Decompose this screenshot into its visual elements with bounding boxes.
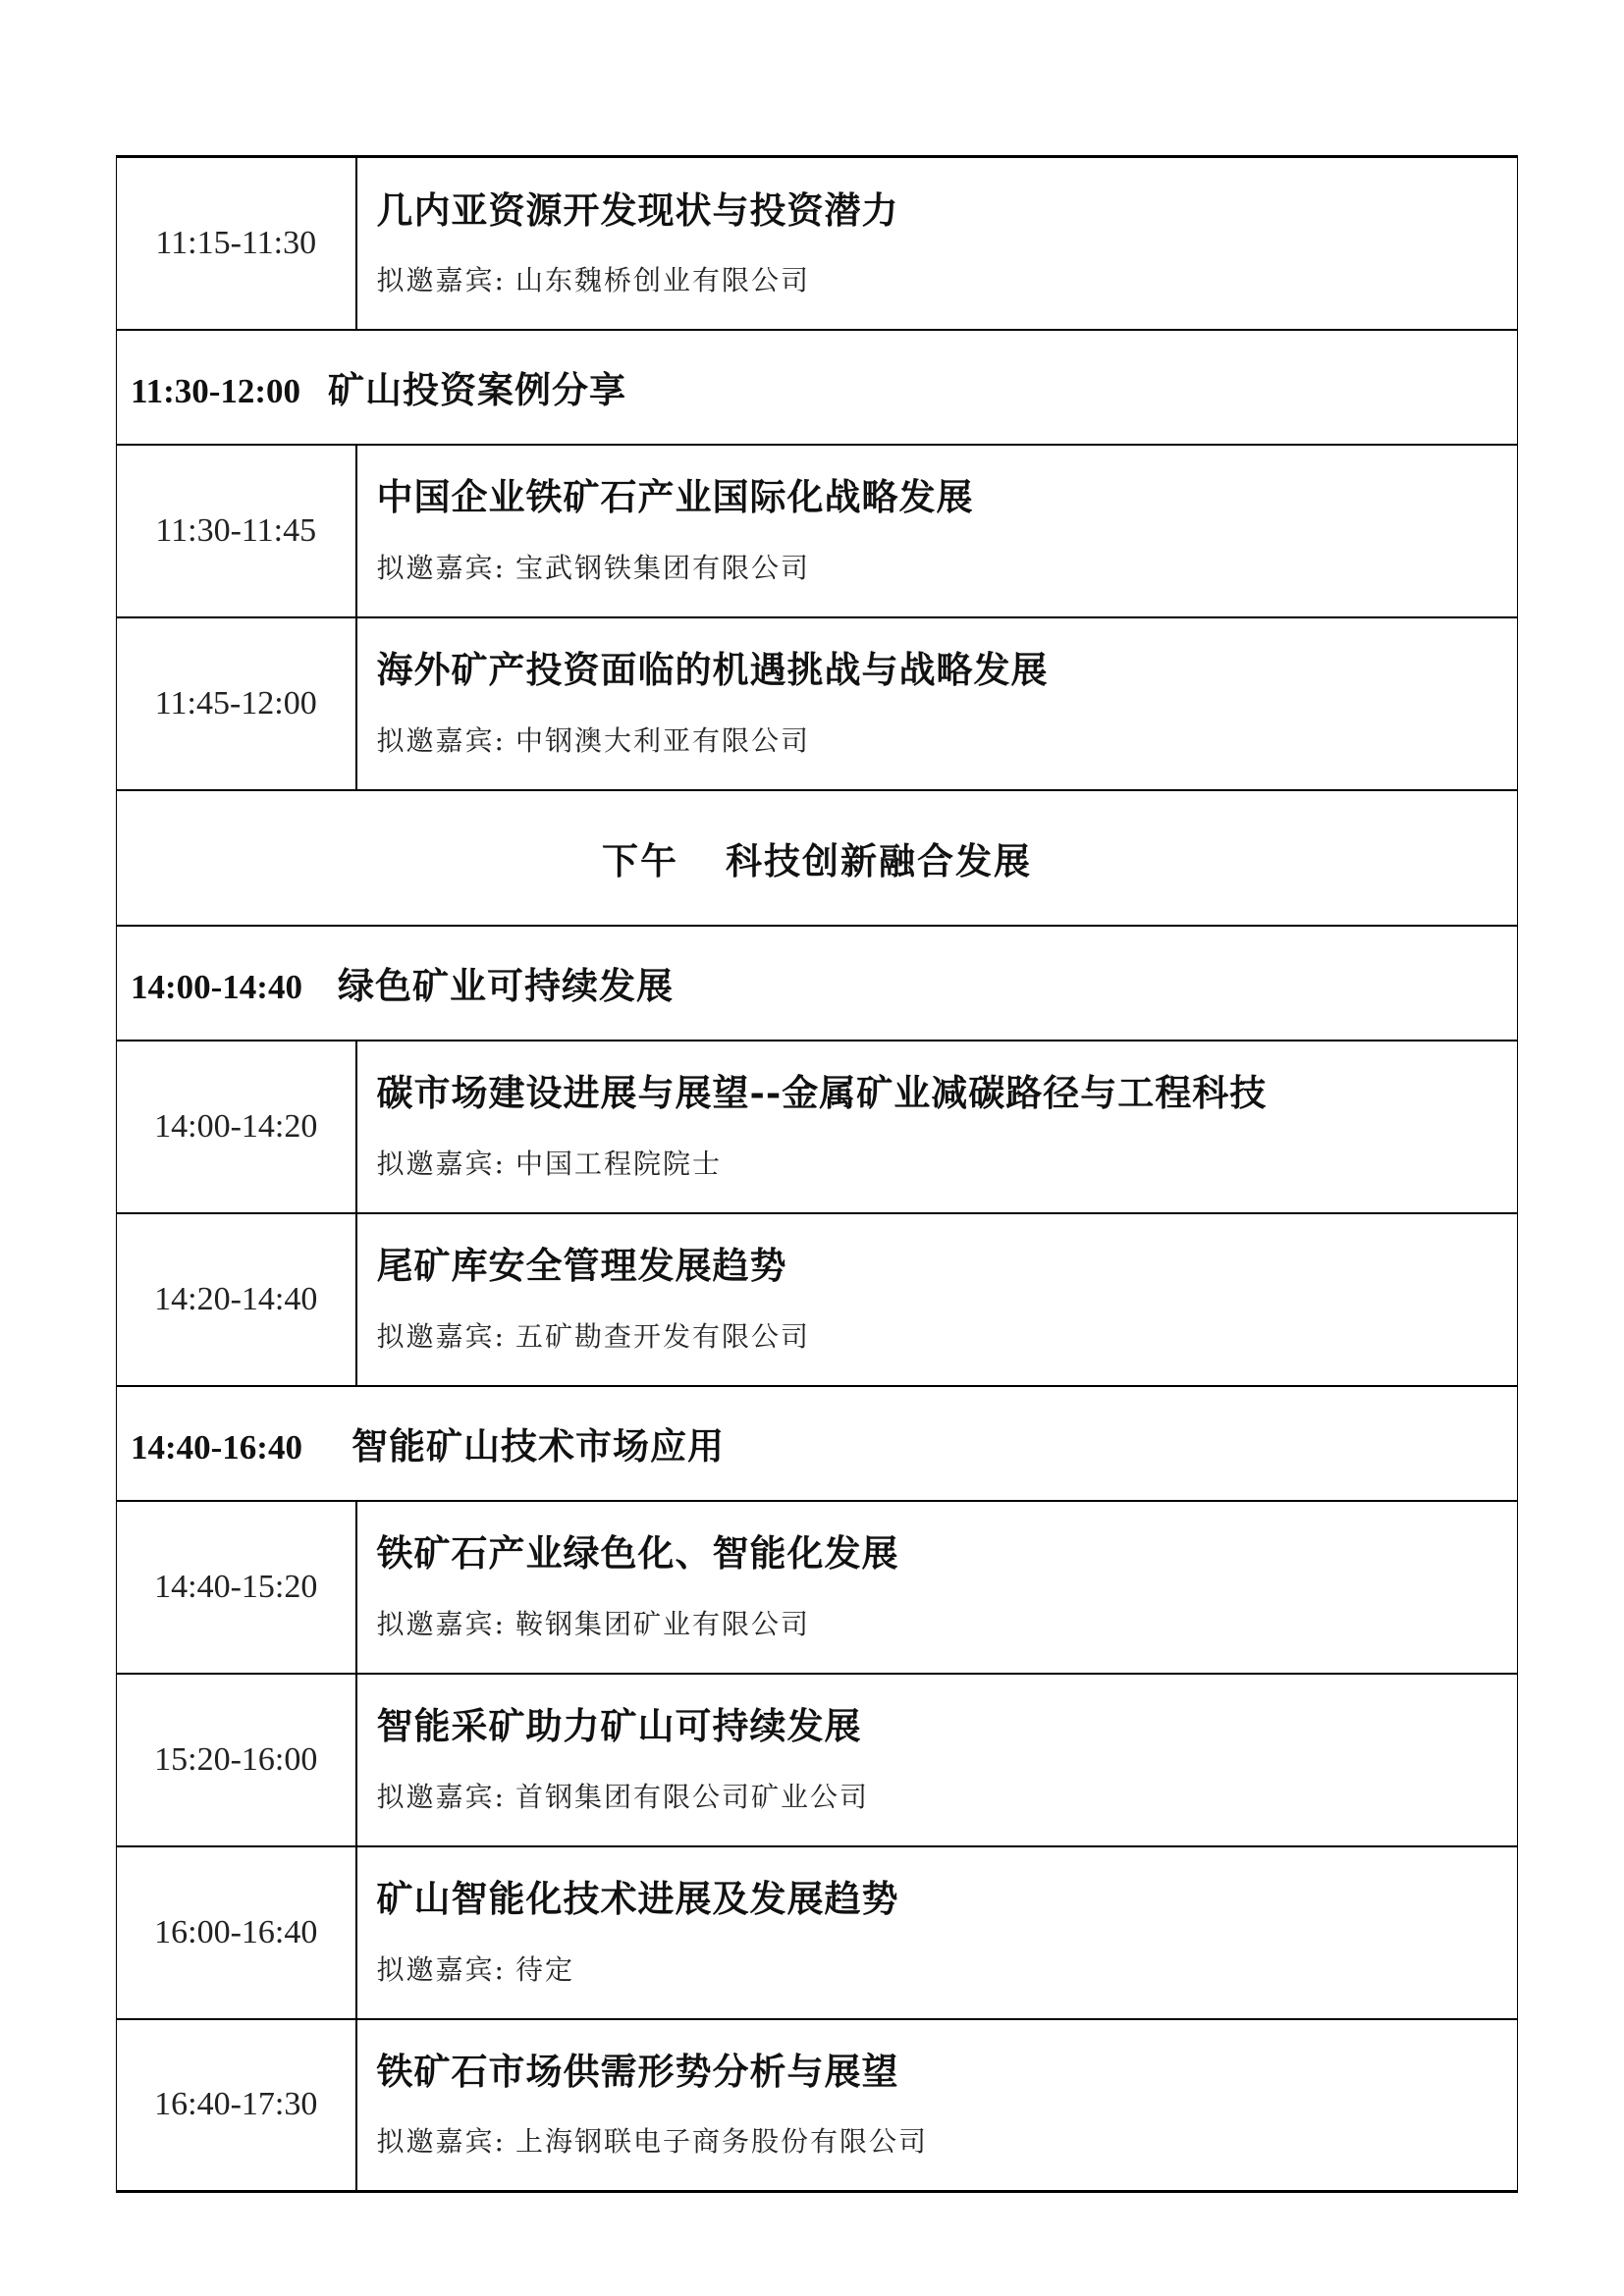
half-day-cell <box>117 790 1518 926</box>
talk-title: 中国企业铁矿石产业国际化战略发展 <box>376 475 974 519</box>
section-title: 矿山投资案例分享 <box>328 368 627 411</box>
talk-guest <box>377 1315 1518 1355</box>
talk-row <box>117 1501 1518 1674</box>
talk-row <box>117 445 1518 617</box>
guest-name: 首钢集团有限公司矿业公司 <box>514 1780 869 1813</box>
talk-guest <box>377 720 1518 759</box>
guest-name: 鞍钢集团矿业有限公司 <box>514 1607 810 1640</box>
guest-label: 拟邀嘉宾: <box>376 723 506 757</box>
guest-label: 拟邀嘉宾: <box>376 1952 506 1986</box>
talk-cell <box>356 2019 1518 2192</box>
talk-time: 11:45-12:00 <box>117 617 356 790</box>
talk-time: 14:00-14:20 <box>117 1041 356 1213</box>
talk-title: 铁矿石市场供需形势分析与展望 <box>376 2050 899 2094</box>
guest-label: 拟邀嘉宾: <box>376 1147 506 1180</box>
talk-title: 海外矿产投资面临的机遇挑战与战略发展 <box>376 648 1049 692</box>
section-row <box>117 926 1518 1041</box>
guest-label: 拟邀嘉宾: <box>376 2125 506 2159</box>
talk-time: 11:15-11:30 <box>117 157 356 330</box>
talk-title: 智能采矿助力矿山可持续发展 <box>376 1704 862 1748</box>
talk-cell <box>356 445 1518 617</box>
section-title: 绿色矿业可持续发展 <box>337 964 674 1007</box>
talk-row <box>117 157 1518 330</box>
talk-time: 16:00-16:40 <box>117 1846 356 2019</box>
guest-name: 待定 <box>514 1952 574 1986</box>
half-day-title: 科技创新融合发展 <box>726 838 1032 882</box>
talk-cell <box>356 617 1518 790</box>
agenda-table <box>116 155 1518 2193</box>
guest-label: 拟邀嘉宾: <box>376 1607 506 1640</box>
talk-guest <box>377 1603 1518 1642</box>
guest-name: 中钢澳大利亚有限公司 <box>514 723 810 757</box>
guest-name: 上海钢联电子商务股份有限公司 <box>514 2125 928 2159</box>
talk-row <box>117 1674 1518 1846</box>
guest-label: 拟邀嘉宾: <box>376 1780 506 1813</box>
talk-title: 碳市场建设进展与展望--金属矿业减碳路径与工程科技 <box>376 1071 1268 1115</box>
talk-row <box>117 1846 1518 2019</box>
talk-cell <box>356 1213 1518 1386</box>
guest-name: 五矿勘查开发有限公司 <box>514 1319 810 1353</box>
talk-title: 矿山智能化技术进展及发展趋势 <box>376 1877 899 1921</box>
section-cell <box>117 926 1518 1041</box>
talk-row <box>117 2019 1518 2192</box>
section-cell <box>117 330 1518 445</box>
talk-time: 14:20-14:40 <box>117 1213 356 1386</box>
guest-name: 中国工程院院士 <box>514 1147 722 1180</box>
talk-time: 16:40-17:30 <box>117 2019 356 2192</box>
guest-name: 山东魏桥创业有限公司 <box>514 263 810 296</box>
half-day-row <box>117 790 1518 926</box>
section-row <box>117 1386 1518 1501</box>
section-title: 智能矿山技术市场应用 <box>351 1424 725 1468</box>
section-row <box>117 330 1518 445</box>
section-time: 14:00-14:40 <box>131 968 302 1006</box>
talk-cell <box>356 1846 1518 2019</box>
talk-title: 铁矿石产业绿色化、智能化发展 <box>376 1531 899 1575</box>
talk-time: 11:30-11:45 <box>117 445 356 617</box>
talk-time: 14:40-15:20 <box>117 1501 356 1674</box>
talk-guest <box>377 2120 1518 2160</box>
talk-guest <box>377 1143 1518 1182</box>
guest-label: 拟邀嘉宾: <box>376 263 506 296</box>
talk-title: 几内亚资源开发现状与投资潜力 <box>376 187 899 232</box>
talk-guest <box>377 1776 1518 1815</box>
talk-cell <box>356 1041 1518 1213</box>
guest-name: 宝武钢铁集团有限公司 <box>514 551 810 584</box>
section-time: 14:40-16:40 <box>131 1428 302 1467</box>
talk-row <box>117 1041 1518 1213</box>
talk-guest <box>377 547 1518 586</box>
section-time: 11:30-12:00 <box>131 372 301 410</box>
talk-guest <box>377 259 1518 298</box>
agenda-body <box>117 157 1518 2192</box>
guest-label: 拟邀嘉宾: <box>376 551 506 584</box>
talk-title: 尾矿库安全管理发展趋势 <box>376 1244 787 1288</box>
talk-cell <box>356 1674 1518 1846</box>
guest-label: 拟邀嘉宾: <box>376 1319 506 1353</box>
talk-cell <box>356 1501 1518 1674</box>
section-cell <box>117 1386 1518 1501</box>
talk-row <box>117 617 1518 790</box>
half-day-label: 下午 <box>602 838 678 882</box>
talk-cell <box>356 157 1518 330</box>
talk-row <box>117 1213 1518 1386</box>
talk-time: 15:20-16:00 <box>117 1674 356 1846</box>
talk-guest <box>377 1949 1518 1988</box>
